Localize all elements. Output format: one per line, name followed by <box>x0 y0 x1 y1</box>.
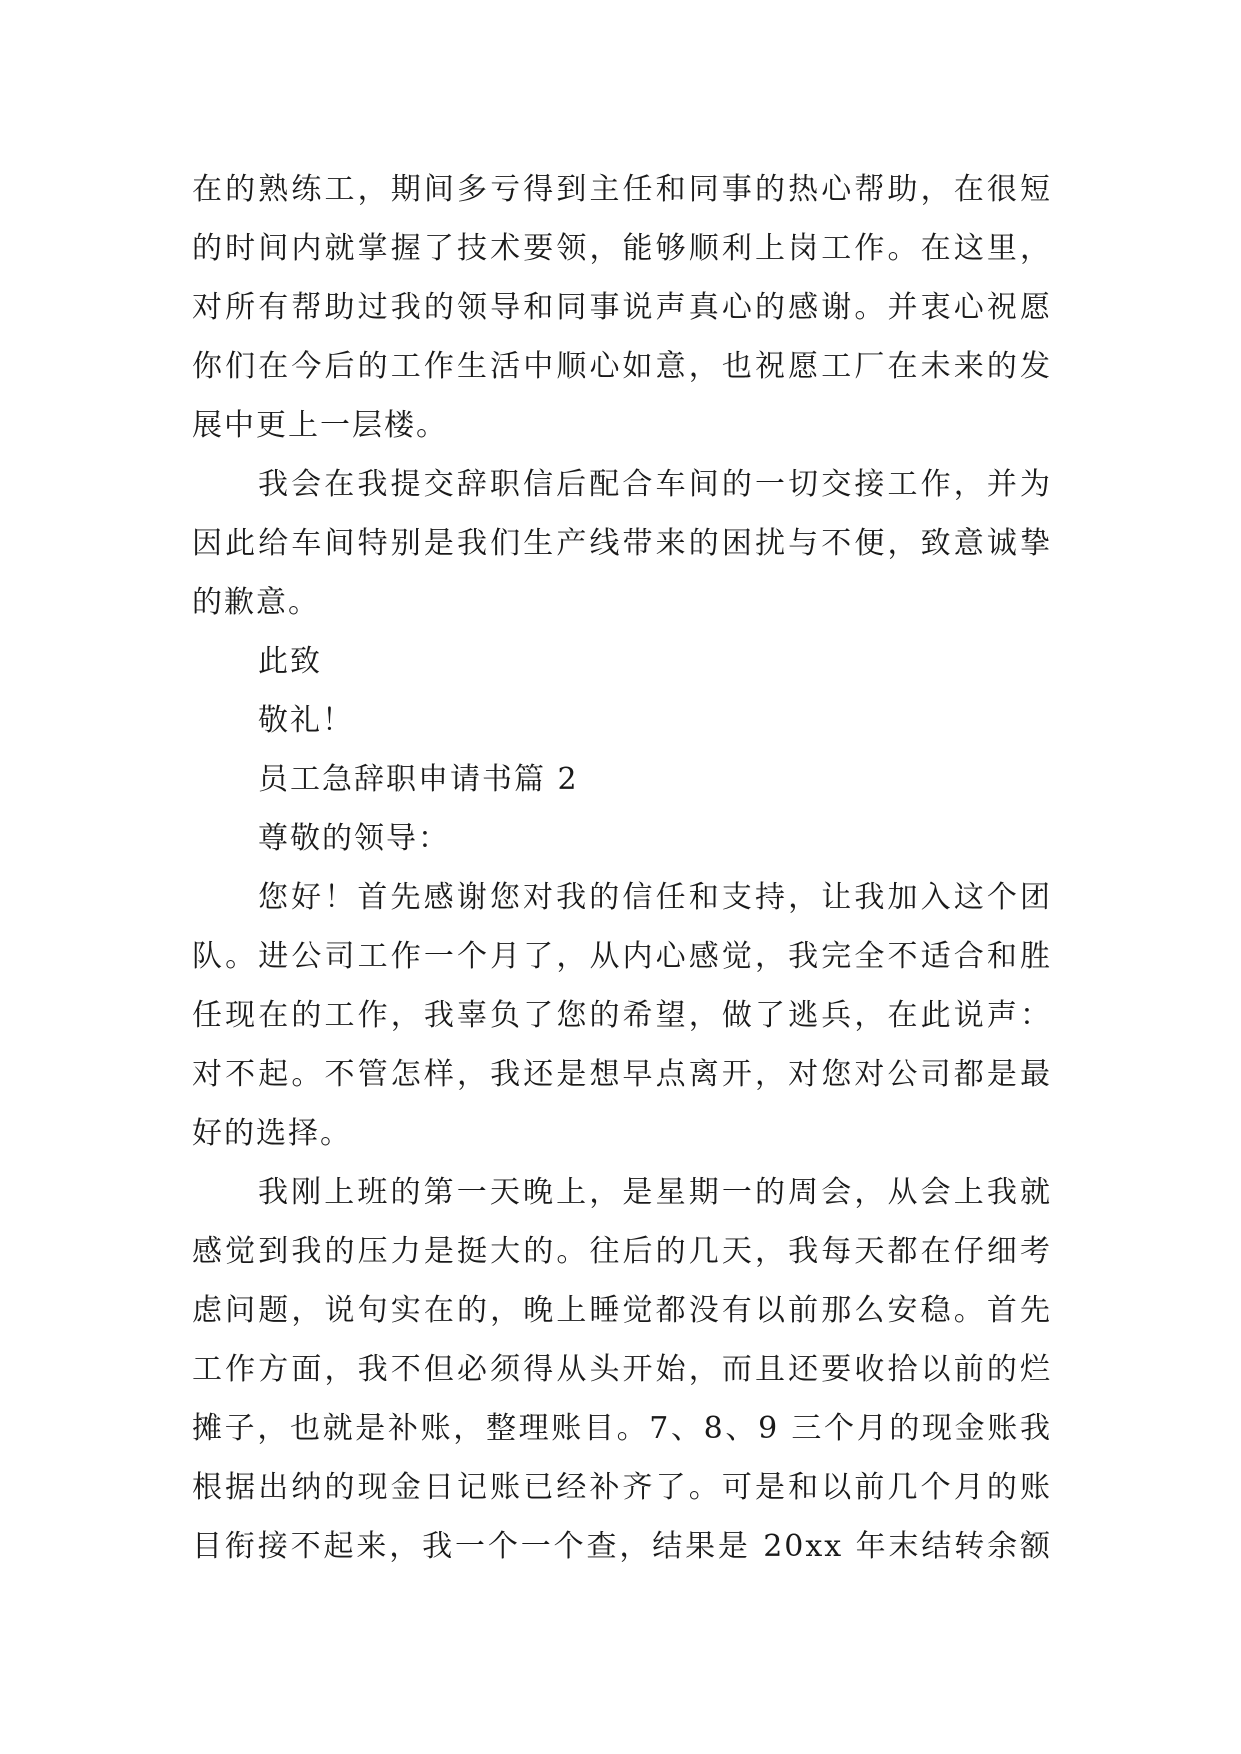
text-line: 的歉意。 <box>192 585 320 620</box>
text-line: 根据出纳的现金日记账已经补齐了。可是和以前几个月的账 <box>192 1470 1052 1505</box>
text-line: 目衔接不起来，我一个一个查，结果是 20xx 年末结转余额 <box>192 1529 1052 1564</box>
text-line: 员工急辞职申请书篇 2 <box>258 762 579 797</box>
text-line: 尊敬的领导： <box>258 821 450 856</box>
text-line: 我刚上班的第一天晚上，是星期一的周会，从会上我就 <box>258 1175 1052 1210</box>
text-line: 好的选择。 <box>192 1116 352 1151</box>
text-line: 此致 <box>258 644 322 679</box>
text-line: 因此给车间特别是我们生产线带来的困扰与不便，致意诚挚 <box>192 526 1052 561</box>
text-line: 您好！首先感谢您对我的信任和支持，让我加入这个团 <box>258 880 1052 915</box>
letter-body <box>192 160 1052 1576</box>
text-line: 敬礼！ <box>258 703 354 738</box>
text-line: 我会在我提交辞职信后配合车间的一切交接工作，并为 <box>258 467 1052 502</box>
text-line: 对所有帮助过我的领导和同事说声真心的感谢。并衷心祝愿 <box>192 290 1052 325</box>
text-line: 任现在的工作，我辜负了您的希望，做了逃兵，在此说声： <box>192 998 1052 1033</box>
text-line: 虑问题，说句实在的，晚上睡觉都没有以前那么安稳。首先 <box>192 1293 1052 1328</box>
text-line: 摊子，也就是补账，整理账目。7、8、9 三个月的现金账我 <box>192 1411 1052 1446</box>
text-line: 展中更上一层楼。 <box>192 408 448 443</box>
text-line: 感觉到我的压力是挺大的。往后的几天，我每天都在仔细考 <box>192 1234 1052 1269</box>
text-line: 你们在今后的工作生活中顺心如意，也祝愿工厂在未来的发 <box>192 349 1052 384</box>
text-line: 在的熟练工，期间多亏得到主任和同事的热心帮助，在很短 <box>192 172 1052 207</box>
text-line: 的时间内就掌握了技术要领，能够顺利上岗工作。在这里， <box>192 231 1052 266</box>
text-line: 对不起。不管怎样，我还是想早点离开，对您对公司都是最 <box>192 1057 1052 1092</box>
text-line: 队。进公司工作一个月了，从内心感觉，我完全不适合和胜 <box>192 939 1052 974</box>
text-line: 工作方面，我不但必须得从头开始，而且还要收拾以前的烂 <box>192 1352 1052 1387</box>
